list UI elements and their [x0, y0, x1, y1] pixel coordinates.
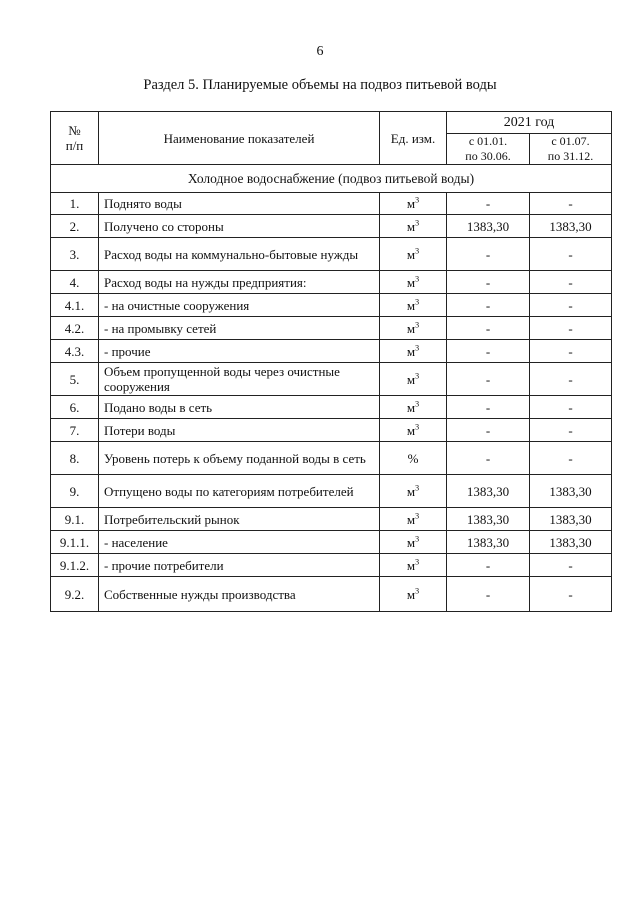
unit-exponent: 3	[415, 534, 420, 544]
unit-base: м	[406, 422, 416, 438]
unit-exponent: 3	[415, 399, 420, 409]
unit-base: м	[406, 343, 416, 359]
row-value-period-2: -	[530, 193, 612, 215]
row-value-period-2: 1383,30	[530, 531, 612, 554]
row-number: 2.	[51, 215, 99, 238]
row-value-period-1: -	[447, 238, 530, 271]
unit-base: м	[406, 557, 416, 573]
header-period-2: с 01.07. по 31.12.	[530, 134, 612, 165]
row-value-period-2: 1383,30	[530, 508, 612, 531]
table-row	[51, 508, 612, 531]
row-number: 8.	[51, 442, 99, 475]
table-row	[51, 340, 612, 363]
row-name: - население	[99, 531, 380, 554]
table-row	[51, 531, 612, 554]
row-name: Подано воды в сеть	[99, 396, 380, 419]
row-number: 4.	[51, 271, 99, 294]
row-name: Расход воды на коммунально-бытовые нужды	[99, 238, 380, 271]
row-number: 4.1.	[51, 294, 99, 317]
unit-base: м	[406, 196, 416, 211]
row-name: - прочие	[99, 340, 380, 363]
row-unit	[380, 554, 447, 577]
row-unit	[380, 340, 447, 363]
row-name: - прочие потребители	[99, 554, 380, 577]
row-unit	[380, 531, 447, 554]
row-number: 4.2.	[51, 317, 99, 340]
unit-base: м	[406, 274, 416, 290]
table-row	[51, 215, 612, 238]
row-value-period-2: -	[530, 294, 612, 317]
row-value-period-1: -	[447, 193, 530, 215]
row-number: 4.3.	[51, 340, 99, 363]
unit-base: м	[406, 586, 416, 602]
table-row	[51, 475, 612, 508]
unit-exponent: 3	[415, 195, 420, 205]
row-unit	[380, 508, 447, 531]
row-value-period-2: -	[530, 554, 612, 577]
unit-exponent: 3	[415, 483, 420, 493]
row-value-period-1: -	[447, 271, 530, 294]
row-number: 9.	[51, 475, 99, 508]
row-value-period-1: 1383,30	[447, 215, 530, 238]
table-row	[51, 294, 612, 317]
row-number: 9.1.1.	[51, 531, 99, 554]
table-row	[51, 419, 612, 442]
row-value-period-1: -	[447, 363, 530, 396]
row-value-period-2: -	[530, 396, 612, 419]
table-row	[51, 193, 612, 215]
row-number: 3.	[51, 238, 99, 271]
row-value-period-2: -	[530, 340, 612, 363]
unit-exponent: 3	[415, 343, 420, 353]
unit-exponent: 3	[415, 557, 420, 567]
row-value-period-1: -	[447, 294, 530, 317]
row-number: 9.1.2.	[51, 554, 99, 577]
unit-base: м	[406, 483, 416, 499]
row-unit	[380, 363, 447, 396]
row-value-period-2: -	[530, 577, 612, 612]
unit-exponent: 3	[415, 274, 420, 284]
table-row	[51, 363, 612, 396]
section-title: Раздел 5. Планируемые объемы на подвоз питьевой воды	[143, 77, 497, 93]
unit-exponent: 3	[415, 371, 420, 381]
row-name: Потери воды	[99, 419, 380, 442]
row-unit	[380, 442, 447, 475]
header-num: № п/п	[51, 112, 99, 165]
row-name: Получено со стороны	[99, 215, 380, 238]
unit-exponent: 3	[415, 246, 420, 256]
row-value-period-2: 1383,30	[530, 475, 612, 508]
unit-exponent: 3	[415, 586, 420, 596]
row-name: Потребительский рынок	[99, 508, 380, 531]
row-name: Собственные нужды производства	[99, 577, 380, 612]
table-row	[51, 317, 612, 340]
row-number: 6.	[51, 396, 99, 419]
unit-exponent: 3	[415, 297, 420, 307]
table-row	[51, 238, 612, 271]
unit-base: м	[406, 399, 416, 415]
row-name: Объем пропущенной воды через очистные сооружения	[99, 363, 380, 396]
row-value-period-2: -	[530, 238, 612, 271]
row-value-period-1: 1383,30	[447, 531, 530, 554]
row-value-period-2: -	[530, 419, 612, 442]
row-name: Отпущено воды по категориям потребителей	[99, 475, 380, 508]
row-value-period-2: 1383,30	[530, 215, 612, 238]
unit-base: м	[406, 246, 416, 262]
row-number: 1.	[51, 193, 99, 215]
unit-base: м	[406, 371, 416, 387]
page-number: 6	[316, 44, 324, 59]
row-value-period-2: -	[530, 317, 612, 340]
row-value-period-2: -	[530, 363, 612, 396]
row-name: Расход воды на нужды предприятия:	[99, 271, 380, 294]
row-number: 9.2.	[51, 577, 99, 612]
row-value-period-1: -	[447, 396, 530, 419]
row-unit	[380, 577, 447, 612]
table-row	[51, 396, 612, 419]
row-unit	[380, 396, 447, 419]
row-number: 9.1.	[51, 508, 99, 531]
row-name: Уровень потерь к объему поданной воды в сеть	[99, 442, 380, 475]
row-value-period-1: -	[447, 577, 530, 612]
row-unit	[380, 317, 447, 340]
row-value-period-1: -	[447, 317, 530, 340]
group-title: Холодное водоснабжение (подвоз питьевой воды)	[51, 165, 612, 193]
row-unit	[380, 238, 447, 271]
row-unit	[380, 294, 447, 317]
group-row	[51, 165, 612, 193]
row-value-period-1: -	[447, 340, 530, 363]
row-value-period-1: 1383,30	[447, 475, 530, 508]
header-period-1: с 01.01. по 30.06.	[447, 134, 530, 165]
header-unit: Ед. изм.	[380, 112, 447, 165]
unit-base: м	[406, 320, 416, 336]
row-number: 7.	[51, 419, 99, 442]
row-unit	[380, 215, 447, 238]
row-value-period-1: -	[447, 554, 530, 577]
row-name: - на очистные сооружения	[99, 294, 380, 317]
header-row-1	[51, 112, 612, 134]
table-row	[51, 442, 612, 475]
table-row	[51, 577, 612, 612]
unit-exponent: 3	[415, 320, 420, 330]
unit-base: м	[406, 534, 416, 550]
table-row	[51, 554, 612, 577]
unit-base: %	[407, 450, 419, 466]
unit-exponent: 3	[415, 218, 420, 228]
row-value-period-2: -	[530, 442, 612, 475]
row-number: 5.	[51, 363, 99, 396]
unit-base: м	[406, 218, 416, 234]
table-row	[51, 271, 612, 294]
row-value-period-1: -	[447, 419, 530, 442]
row-unit	[380, 193, 447, 215]
unit-base: м	[406, 511, 416, 527]
row-unit	[380, 475, 447, 508]
row-name: - на промывку сетей	[99, 317, 380, 340]
water-volume-table	[50, 111, 612, 612]
unit-exponent: 3	[415, 422, 420, 432]
header-year: 2021 год	[447, 112, 612, 134]
row-value-period-1: -	[447, 442, 530, 475]
unit-exponent: 3	[415, 511, 420, 521]
row-name: Поднято воды	[99, 193, 380, 215]
row-unit	[380, 419, 447, 442]
row-value-period-2: -	[530, 271, 612, 294]
row-unit	[380, 271, 447, 294]
unit-base: м	[406, 297, 416, 313]
row-value-period-1: 1383,30	[447, 508, 530, 531]
header-name: Наименование показателей	[99, 112, 380, 165]
